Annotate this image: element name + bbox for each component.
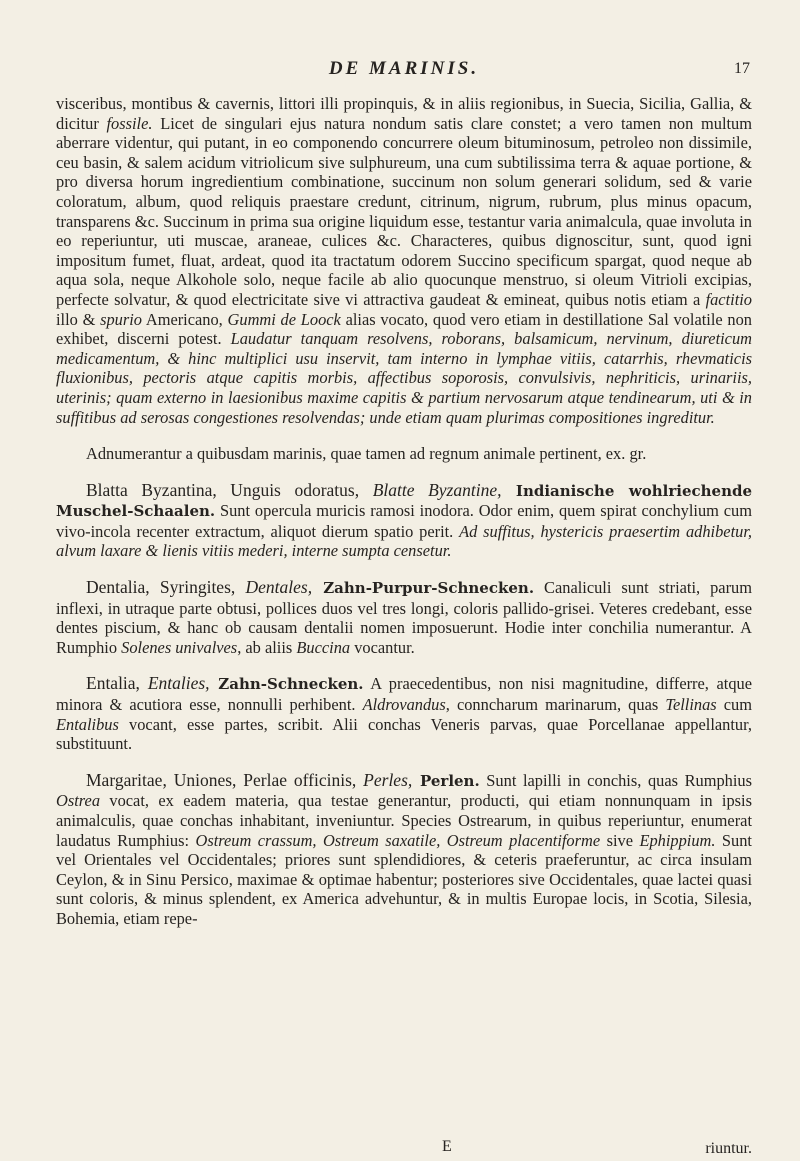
text-run: Canaliculi sunt striati, parum inflexi, in utraque parte obtusi, pollices duos vel tres longi, coloris pallido-grisei. Veteres credebant, esse dentes piscium, & hanc ob causam dentalii nomen imposuerunt. Hodie inter conchilia numerantur. A Rumphio xyxy=(56,578,752,657)
text-run: Adnumerantur a quibusdam marinis, quae tamen ad regnum animale pertinent, ex. gr. xyxy=(86,444,647,464)
running-title: DE MARINIS. xyxy=(328,58,480,79)
text-run: Sunt vel Orientales vel Occidentales; priores sunt splendidiores, & ceteris praeferuntur, ac circa insulam Ceylon, & in Sinu Persico, maximae & optimae habentur; posteriores sive Occidentales, quae lactei quasi sunt coloris, & minus splendent, ex America advehuntur, & in multis Europae locis, in Scotia, Silesia, Bohemia, etiam repe- xyxy=(56,830,752,928)
italic-run: Ephippium. xyxy=(639,830,716,850)
french-name: Perles, xyxy=(363,769,413,790)
text-run: A praecedentibus, non nisi magnitudine, differre, atque minora & acutiora esse, nonnulli perhibent. xyxy=(56,674,752,715)
entry-heading: Dentalia, Syringites, xyxy=(86,577,236,598)
text-run: sive xyxy=(600,830,640,850)
page-header xyxy=(56,58,752,94)
german-name: Zahn-Schnecken. xyxy=(209,675,364,694)
text-run: illo & xyxy=(56,309,101,329)
italic-run: Ad suffitus, hystericis praesertim adhibetur, alvum laxare & lienis vitiis mederi, interne sumpta censetur. xyxy=(56,521,752,561)
italic-run: Buccina xyxy=(296,637,351,657)
german-name: Perlen. xyxy=(412,771,480,790)
french-name: Dentales, xyxy=(235,577,313,598)
italic-run: Tellinas xyxy=(665,695,717,715)
paragraph-entalia xyxy=(56,674,752,753)
italic-run: Solenes univalves xyxy=(121,637,238,657)
paragraph-succinum xyxy=(56,94,752,427)
text-run: vocant, esse partes, scribit. Alii conchas Veneris parvas, quae Porcellanae appellantur, substituunt. xyxy=(56,714,752,754)
italic-run: fossile. xyxy=(106,113,153,133)
text-run: , ab aliis xyxy=(237,637,297,657)
entry-heading: Blatta Byzantina, Unguis odoratus, xyxy=(86,479,360,500)
text-run: vocat, ex eadem materia, qua testae generantur, producti, qui etiam nonnunquam in ipsis animalculis, quae conchas inhabitant, inveniuntur. Species Ostrearum, in quibus reperiuntur, enumerat laudatus Rumphius: xyxy=(56,791,752,850)
text-run: alias vocato, quod vero etiam in destillatione Sal volatile non exhibet, discerni potest. xyxy=(56,309,753,349)
text-run: Licet de singulari ejus natura nondum satis clare constet; a vero tamen non multum aberrare videntur, qui putant, in eo componendo concurrere oleum bituminosum, petroleo non dissimile, ceu basin, & salem acidum vitriolicum sive sulphureum, una cum subtilissima terra & aquae portione, & pro diversa horum ingredientium combinatione, succinum non solum generari solidum, sed & varie coloratum, album, quod reliquis praestare credunt, citrinum, nigrum, rubrum, plus minus opacum, transparens &c. Succinum in prima sua origine liquidum esse, testantur varia animalcula, quae involuta in eo reperiuntur, uti muscae, araneae, culices &c. Characteres, quibus dignoscitur, sunt, quod igni impositum fumet, fluat, ardeat, quod ita tractatum odorem Succino specificum spargat, quod neque ab aqua sola, neque Alkohole solo, neque facile ab alio quocunque menstruo, si oleum Vitrioli excipias, perfecte solvatur, & quod electricitate sive vi attractiva gaudeat & emineat, quibus notis etiam a xyxy=(56,113,752,309)
entry-heading: Margaritae, Uniones, xyxy=(86,769,237,790)
text-run: Sunt opercula muricis ramosi inodora. Odor enim, quem spirat conchylium cum vivo-incola recenter extractum, aliquot dierum spatio perit. xyxy=(56,501,752,541)
page-footer xyxy=(56,1138,752,1160)
german-name: Zahn-Purpur-Schnecken. xyxy=(312,579,535,598)
body-text xyxy=(56,94,752,929)
signature-mark: E xyxy=(442,1138,452,1155)
italic-run: Gummi de Loock xyxy=(227,309,341,329)
paragraph-dentalia xyxy=(56,578,752,657)
text-run: vocantur. xyxy=(350,637,415,657)
french-name: Blatte Byzantine, xyxy=(359,479,502,500)
entry-heading: Entalia, xyxy=(86,673,140,694)
italic-run: Entalibus xyxy=(56,714,119,734)
text-run: Perlae officinis, xyxy=(236,769,364,790)
text-run: cum xyxy=(716,695,752,715)
french-name: Entalies, xyxy=(139,673,210,694)
text-run: Americano, xyxy=(142,309,228,329)
catchword: riuntur. xyxy=(705,1140,752,1157)
italic-run: Ostrea xyxy=(56,791,101,811)
italic-run: Ostreum crassum, Ostreum saxatile, Ostreum placentiforme xyxy=(195,830,601,850)
paragraph-margaritae xyxy=(56,771,752,929)
paragraph-blatta-byzantina xyxy=(56,481,752,561)
text-run: visceribus, montibus & cavernis, littori illi propinquis, & in aliis regionibus, in Suecia, Sicilia, Gallia, & dicitur xyxy=(56,94,752,133)
german-name: Indianische wohlriechende Muschel-Schaalen. xyxy=(56,481,753,521)
text-run: , conncharum marinarum, quas xyxy=(445,695,666,715)
italic-run: Laudatur tanquam resolvens, roborans, balsamicum, nervinum, diureticum medicamentum, & hinc multiplici usu inservit, tam interno in lymphae vitiis, catarrhis, rhevmaticis fluxionibus, pectoris atque capitis morbis, affectibus soporosis, convulsivis, nephriticis, urinariis, uterinis; quam externo in laesionibus maxime capitis & partium nervosarum atque tendinearum, uti & in suffitibus ad serosas congestiones resolvendas; unde etiam quam plurimas compositiones ingreditur. xyxy=(56,329,752,427)
italic-run: spurio xyxy=(100,309,143,329)
paragraph-adnumerantur xyxy=(56,444,752,464)
page-number: 17 xyxy=(734,60,750,77)
italic-run: Aldrovandus xyxy=(362,695,446,715)
text-run: Sunt lapilli in conchis, quas Rumphius xyxy=(479,770,752,790)
italic-run: factitio xyxy=(705,289,752,309)
